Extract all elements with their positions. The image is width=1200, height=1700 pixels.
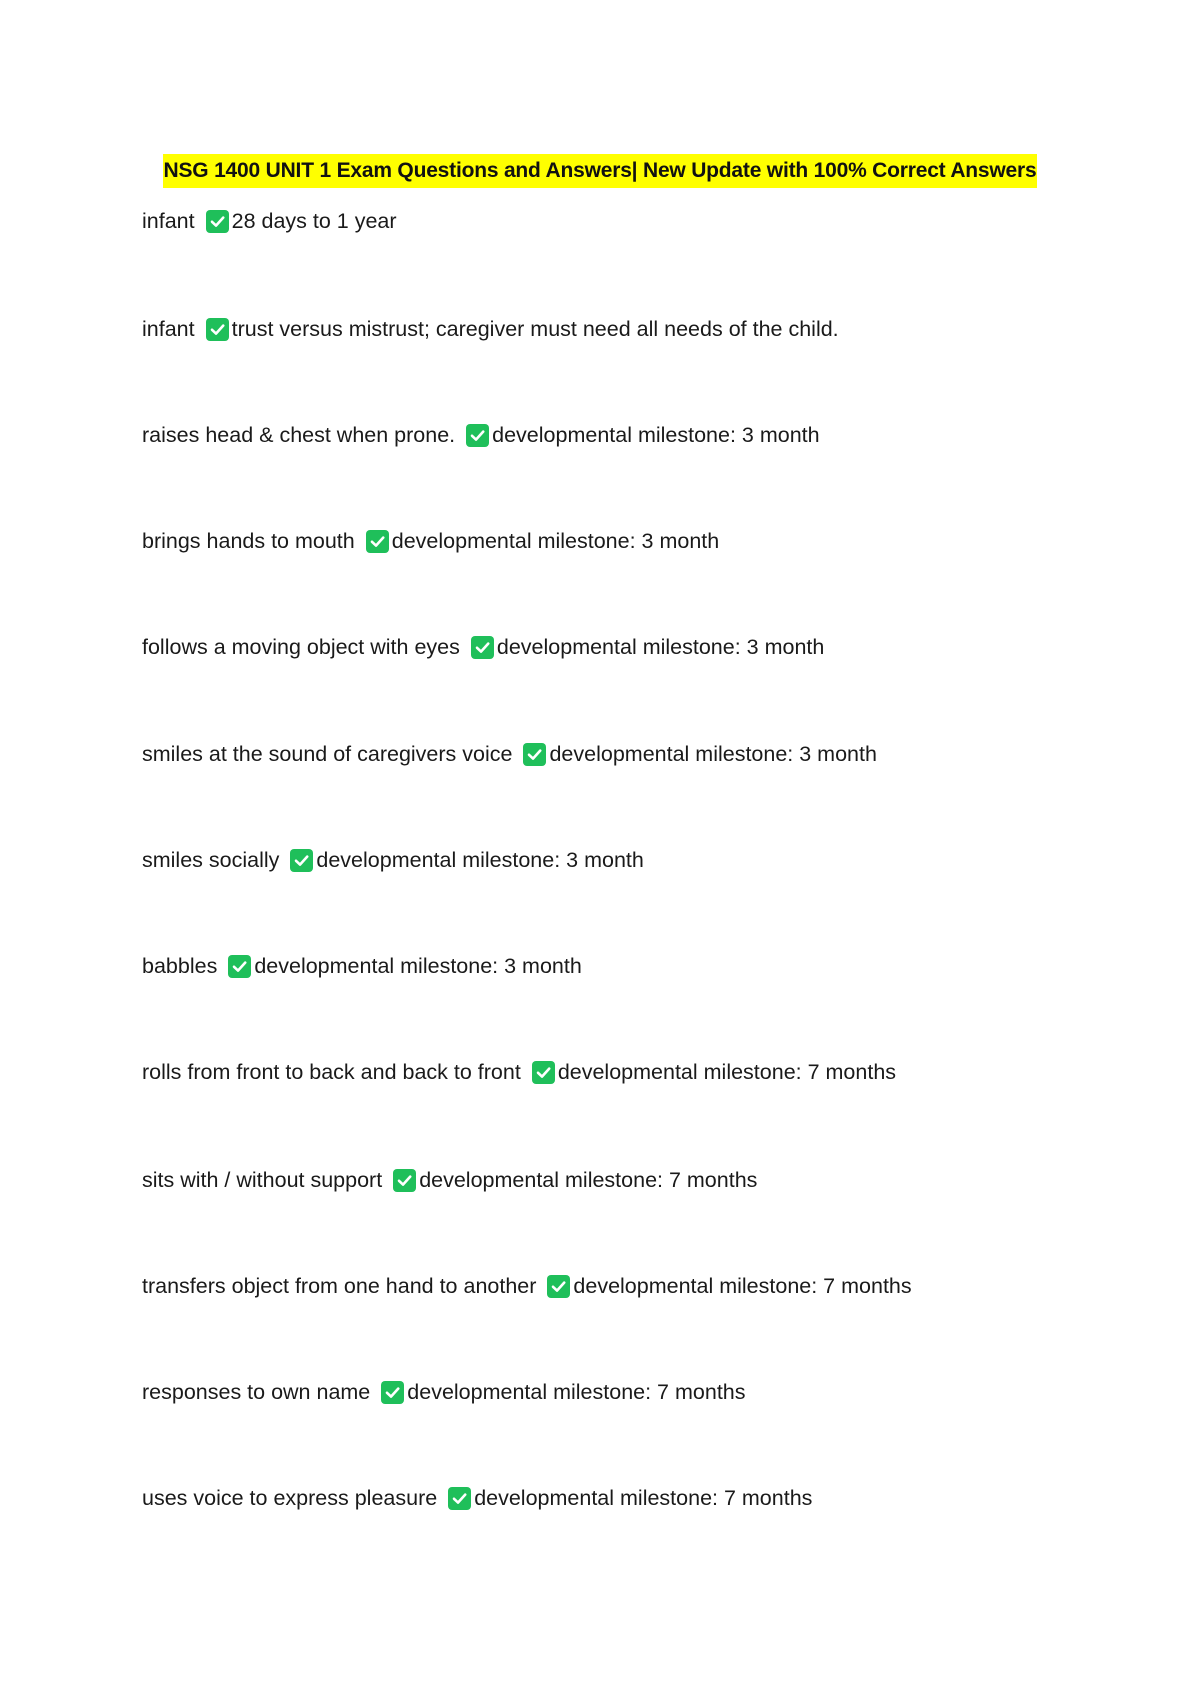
- qa-item: [142, 1377, 746, 1407]
- qa-term: babbles: [142, 954, 218, 978]
- qa-answer: developmental milestone: 7 months: [419, 1168, 758, 1192]
- qa-term: sits with / without support: [142, 1168, 383, 1192]
- qa-item: [142, 1165, 757, 1195]
- qa-item: [142, 951, 582, 981]
- qa-answer: developmental milestone: 3 month: [492, 423, 820, 447]
- check-box-icon: [448, 1487, 471, 1510]
- qa-item: [142, 1057, 896, 1087]
- qa-term: brings hands to mouth: [142, 529, 355, 553]
- qa-term: infant: [142, 317, 195, 341]
- qa-term: follows a moving object with eyes: [142, 635, 460, 659]
- check-box-icon: [532, 1061, 555, 1084]
- qa-term: rolls from front to back and back to front: [142, 1060, 521, 1084]
- document-title: NSG 1400 UNIT 1 Exam Questions and Answers| New Update with 100% Correct Answers: [163, 154, 1038, 188]
- check-box-icon: [471, 636, 494, 659]
- check-box-icon: [228, 955, 251, 978]
- check-box-icon: [393, 1169, 416, 1192]
- qa-term: transfers object from one hand to another: [142, 1274, 537, 1298]
- check-box-icon: [206, 318, 229, 341]
- qa-term: smiles at the sound of caregivers voice: [142, 742, 513, 766]
- qa-item: [142, 314, 839, 344]
- qa-item: [142, 206, 397, 236]
- qa-answer: developmental milestone: 3 month: [254, 954, 582, 978]
- check-box-icon: [366, 530, 389, 553]
- qa-answer: developmental milestone: 3 month: [549, 742, 877, 766]
- check-box-icon: [547, 1275, 570, 1298]
- check-box-icon: [466, 424, 489, 447]
- qa-answer: 28 days to 1 year: [231, 209, 397, 233]
- qa-answer: developmental milestone: 7 months: [557, 1060, 897, 1084]
- qa-item: [142, 526, 719, 556]
- qa-answer: developmental milestone: 3 month: [391, 529, 720, 553]
- check-box-icon: [523, 743, 546, 766]
- qa-answer: developmental milestone: 3 month: [496, 635, 825, 659]
- qa-answer: trust versus mistrust; caregiver must need all needs of the child.: [231, 317, 839, 341]
- qa-item: [142, 1271, 912, 1301]
- qa-term: uses voice to express pleasure: [142, 1486, 438, 1510]
- qa-term: smiles socially: [142, 848, 280, 872]
- qa-answer: developmental milestone: 7 months: [407, 1380, 746, 1404]
- qa-answer: developmental milestone: 7 months: [474, 1486, 813, 1510]
- qa-term: raises head & chest when prone.: [142, 423, 456, 447]
- qa-item: [142, 420, 820, 450]
- qa-item: [142, 845, 644, 875]
- qa-answer: developmental milestone: 3 month: [316, 848, 644, 872]
- qa-item: [142, 1483, 812, 1513]
- title-container: [0, 154, 1200, 188]
- qa-term: infant: [142, 209, 195, 233]
- qa-term: responses to own name: [142, 1380, 371, 1404]
- qa-answer: developmental milestone: 7 months: [573, 1274, 912, 1298]
- check-box-icon: [290, 849, 313, 872]
- qa-item: [142, 632, 824, 662]
- check-box-icon: [381, 1381, 404, 1404]
- check-box-icon: [206, 210, 229, 233]
- qa-item: [142, 739, 877, 769]
